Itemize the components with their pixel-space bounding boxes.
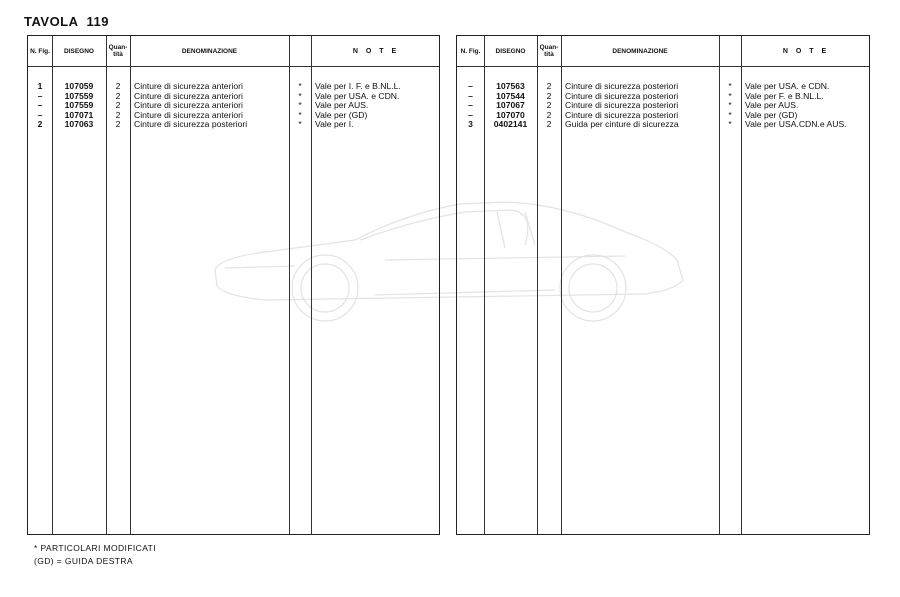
- cell-desc: Cinture di sicurezza posteriori: [565, 90, 679, 101]
- footnote-modified: * PARTICOLARI MODIFICATI: [34, 543, 157, 553]
- cell-desc: Cinture di sicurezza anteriori: [134, 100, 243, 111]
- cell-disegno: 107071: [64, 109, 94, 120]
- cell-disegno: 107059: [64, 81, 94, 91]
- header-disegno: DISEGNO: [495, 47, 526, 55]
- header-disegno: DISEGNO: [64, 47, 94, 55]
- cell-note: Vale per USA. e CDN.: [745, 81, 830, 91]
- cell-fig: 2: [37, 119, 43, 130]
- cell-qty: 2: [115, 109, 121, 120]
- cell-disegno: 107559: [64, 100, 94, 111]
- cell-desc: Cinture di sicurezza posteriori: [134, 119, 248, 130]
- cell-note: Vale per (GD): [745, 109, 798, 120]
- footnotes: [34, 542, 156, 568]
- cell-disegno: 107067: [496, 100, 525, 111]
- header-fig: N. Fig.: [460, 47, 481, 55]
- cell-fig: –: [37, 90, 43, 101]
- cell-qty: 2: [115, 81, 121, 91]
- header-qty: Quan- tità: [108, 44, 128, 58]
- cell-note: Vale per USA. e CDN.: [315, 90, 400, 101]
- cell-desc: Cinture di sicurezza anteriori: [134, 81, 243, 91]
- footnote-gd: (GD) = GUIDA DESTRA: [34, 556, 133, 566]
- cell-star: *: [298, 119, 302, 130]
- cell-fig: –: [37, 109, 43, 120]
- cell-note: Vale per USA.CDN.e AUS.: [745, 119, 847, 130]
- cell-star: *: [728, 90, 732, 101]
- cell-star: *: [728, 100, 732, 111]
- cell-desc: Cinture di sicurezza anteriori: [134, 109, 243, 120]
- table-row: [457, 120, 869, 130]
- cell-note: Vale per I.: [315, 119, 354, 130]
- cell-qty: 2: [115, 119, 121, 130]
- cell-qty: 2: [546, 109, 552, 120]
- cell-note: Vale per F. e B.NL.L.: [745, 90, 824, 101]
- cell-disegno: 107070: [496, 109, 525, 120]
- header-denominazione: DENOMINAZIONE: [612, 47, 668, 55]
- header-note: N O T E: [352, 47, 400, 55]
- cell-qty: 2: [546, 90, 552, 101]
- cell-note: Vale per AUS.: [745, 100, 799, 111]
- cell-disegno: 107563: [496, 81, 525, 91]
- cell-qty: 2: [546, 100, 552, 111]
- rows-left: [28, 82, 439, 130]
- cell-star: *: [298, 90, 302, 101]
- cell-note: Vale per AUS.: [315, 100, 369, 111]
- header-divider: [28, 66, 439, 67]
- page-number: 119: [86, 14, 109, 29]
- cell-desc: Cinture di sicurezza posteriori: [565, 109, 679, 120]
- cell-desc: Cinture di sicurezza posteriori: [565, 81, 679, 91]
- page-title: [24, 14, 109, 29]
- cell-fig: –: [468, 81, 473, 91]
- cell-fig: –: [37, 100, 43, 111]
- cell-fig: 1: [37, 81, 43, 91]
- cell-disegno: 107559: [64, 90, 94, 101]
- cell-star: *: [298, 100, 302, 111]
- cell-note: Vale per I. F. e B.NL.L.: [315, 81, 401, 91]
- header-qty: Quan- tità: [539, 44, 559, 58]
- header-denominazione: DENOMINAZIONE: [181, 47, 238, 55]
- header-note: N O T E: [782, 47, 830, 55]
- cell-star: *: [728, 81, 732, 91]
- cell-fig: –: [468, 90, 473, 101]
- cell-disegno: 107544: [496, 90, 525, 101]
- rows-right: [457, 82, 869, 130]
- parts-table-left: [27, 35, 440, 535]
- cell-note: Vale per (GD): [315, 109, 368, 120]
- cell-star: *: [728, 119, 732, 130]
- cell-star: *: [728, 109, 732, 120]
- cell-qty: 2: [546, 81, 552, 91]
- cell-desc: Guida per cinture di sicurezza: [565, 119, 679, 130]
- cell-desc: Cinture di sicurezza posteriori: [565, 100, 679, 111]
- cell-star: *: [298, 109, 302, 120]
- cell-qty: 2: [546, 119, 552, 130]
- cell-fig: –: [468, 109, 473, 120]
- cell-fig: –: [468, 100, 473, 111]
- cell-qty: 2: [115, 90, 121, 101]
- cell-desc: Cinture di sicurezza anteriori: [134, 90, 243, 101]
- header-divider: [457, 66, 869, 67]
- page-title-label: TAVOLA: [24, 14, 79, 29]
- cell-disegno: 107063: [64, 119, 94, 130]
- cell-disegno: 0402141: [493, 119, 528, 130]
- header-fig: N. Fig.: [30, 47, 50, 55]
- cell-star: *: [298, 81, 302, 91]
- parts-table-right: [456, 35, 870, 535]
- table-row: [28, 120, 439, 130]
- cell-qty: 2: [115, 100, 121, 111]
- cell-fig: 3: [468, 119, 473, 130]
